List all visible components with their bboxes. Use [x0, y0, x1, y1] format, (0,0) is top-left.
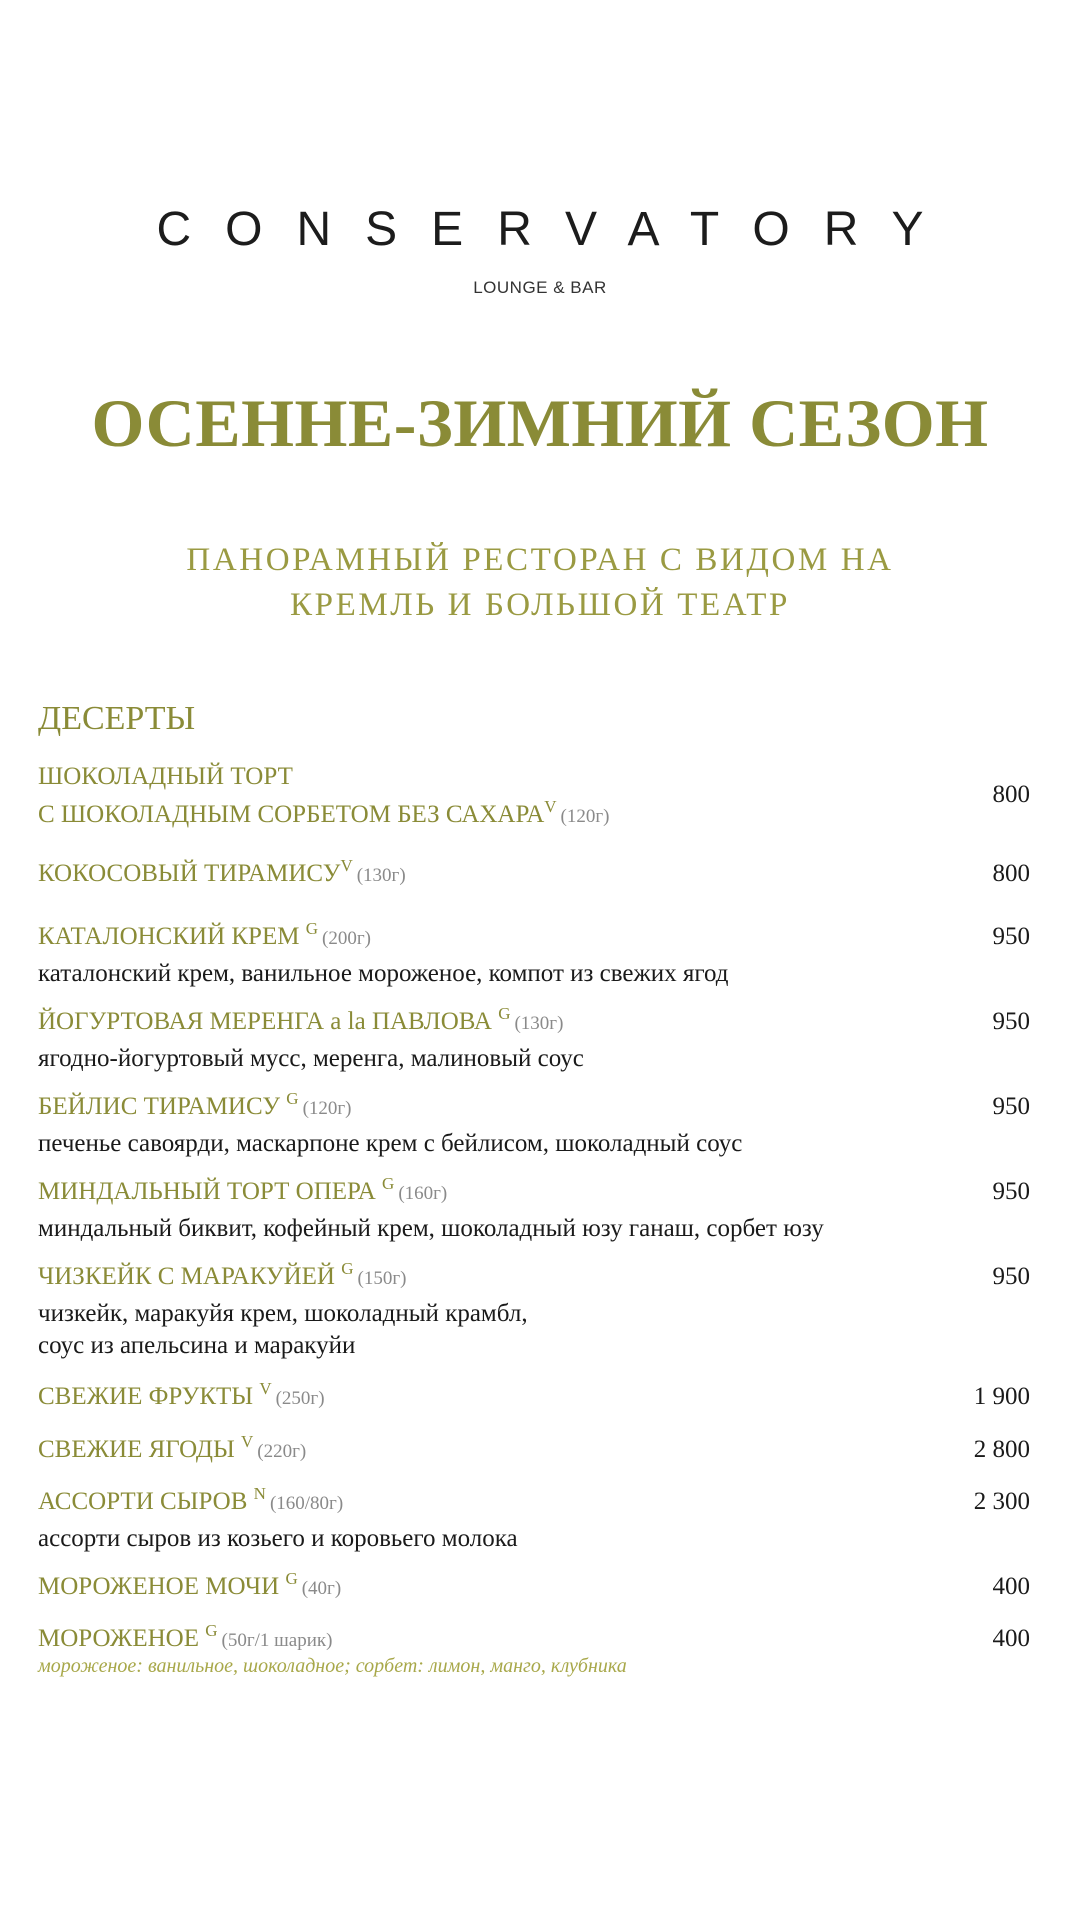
tagline-line2: КРЕМЛЬ И БОЛЬШОЙ ТЕАТР	[290, 587, 790, 623]
item-price: 800	[992, 860, 1030, 887]
item-weight: (120г)	[560, 806, 610, 827]
item-mark: G	[382, 1174, 395, 1193]
brand-logo: CONSERVATORY	[156, 203, 958, 256]
menu-item	[38, 1431, 1030, 1471]
item-price: 950	[992, 1008, 1030, 1035]
menu-item	[38, 1620, 1030, 1660]
ice-cream-flavors-note: мороженое: ванильное, шоколадное; сорбет: лимон, манго, клубника	[38, 1655, 627, 1677]
item-mark: G	[341, 1259, 354, 1278]
item-weight: (130г)	[356, 865, 406, 886]
item-name: АССОРТИ СЫРОВ $^N$ (160/80г)	[38, 1484, 344, 1515]
item-weight: (160г)	[398, 1183, 448, 1204]
item-price: 2 300	[973, 1488, 1030, 1515]
item-weight: (160/80г)	[269, 1493, 344, 1514]
item-name: БЕЙЛИС ТИРАМИСУ $^G$ (120г)	[38, 1089, 352, 1120]
section-title-desserts: ДЕСЕРТЫ	[38, 700, 196, 737]
menu-item	[38, 1568, 1030, 1608]
menu-item	[38, 1173, 1030, 1245]
menu-item	[38, 1378, 1030, 1418]
item-mark: G	[286, 1089, 299, 1108]
item-mark: G	[205, 1621, 218, 1640]
item-price: 950	[992, 1093, 1030, 1120]
item-weight: (150г)	[357, 1268, 407, 1289]
item-description-line2: соус из апельсина и маракуйи	[38, 1332, 356, 1359]
item-mark: V	[259, 1379, 272, 1398]
menu-item	[38, 855, 1030, 895]
menu-item	[38, 758, 1030, 836]
season-title: ОСЕННЕ-ЗИМНИЙ СЕЗОН	[91, 385, 989, 461]
tagline	[0, 538, 1080, 628]
item-mark: V	[544, 797, 557, 816]
item-price: 950	[992, 923, 1030, 950]
item-description: каталонский крем, ванильное мороженое, компот из свежих ягод	[38, 960, 729, 987]
item-price: 800	[992, 781, 1030, 808]
item-name: СВЕЖИЕ ФРУКТЫ $^V$ (250г)	[38, 1379, 325, 1410]
menu-item	[38, 1483, 1030, 1555]
item-price: 1 900	[973, 1383, 1030, 1410]
item-weight: (130г)	[514, 1013, 564, 1034]
item-name: МОРОЖЕНОЕ $^G$ (50г/1 шарик)	[38, 1621, 333, 1652]
item-mark: V	[340, 856, 353, 875]
item-price: 400	[992, 1625, 1030, 1652]
item-name-line1: ШОКОЛАДНЫЙ ТОРТ	[38, 763, 293, 790]
item-description: ягодно-йогуртовый мусс, меренга, малиновый соус	[38, 1045, 584, 1072]
menu-item	[38, 1003, 1030, 1075]
item-weight: (50г/1 шарик)	[221, 1630, 333, 1651]
item-name: МИНДАЛЬНЫЙ ТОРТ ОПЕРА $^G$ (160г)	[38, 1174, 448, 1205]
item-weight: (40г)	[301, 1578, 342, 1599]
item-price: 2 800	[973, 1436, 1030, 1463]
item-weight: (220г)	[257, 1441, 307, 1462]
item-name: ЙОГУРТОВАЯ МЕРЕНГА a la ПАВЛОВА $^G$ (130г)	[38, 1004, 564, 1035]
item-mark: G	[305, 919, 318, 938]
item-description: чизкейк, маракуйя крем, шоколадный крамбл,	[38, 1300, 528, 1327]
item-description: ассорти сыров из козьего и коровьего молока	[38, 1525, 518, 1552]
item-price: 400	[992, 1573, 1030, 1600]
item-name: МОРОЖЕНОЕ МОЧИ $^G$ (40г)	[38, 1569, 342, 1600]
item-description: миндальный биквит, кофейный крем, шоколадный юзу ганаш, сорбет юзу	[38, 1215, 824, 1242]
item-description: печенье савоярди, маскарпоне крем с бейлисом, шоколадный соус	[38, 1130, 743, 1157]
item-name: ЧИЗКЕЙК С МАРАКУЙЕЙ $^G$ (150г)	[38, 1259, 407, 1290]
tagline-line1: ПАНОРАМНЫЙ РЕСТОРАН С ВИДОМ НА	[186, 542, 894, 578]
item-name: КОКОСОВЫЙ $ТИРАМИСУ^V$ (130г)	[38, 856, 406, 887]
menu-item	[38, 1088, 1030, 1160]
item-weight: (200г)	[322, 928, 371, 949]
item-mark: G	[285, 1569, 298, 1588]
item-name: С ШОКОЛАДНЫМ СОРБЕТОМ БЕЗ $САХАРА^V$ (120г)	[38, 797, 610, 828]
menu-item	[38, 918, 1030, 990]
item-mark: V	[241, 1432, 254, 1451]
item-price: 950	[992, 1263, 1030, 1290]
item-price: 950	[992, 1178, 1030, 1205]
item-name: СВЕЖИЕ ЯГОДЫ $^V$ (220г)	[38, 1432, 307, 1463]
brand-subtitle: LOUNGE & BAR	[473, 278, 607, 297]
menu-item	[38, 1258, 1030, 1362]
item-name: КАТАЛОНСКИЙ КРЕМ $^G$ (200г)	[38, 919, 371, 950]
item-mark: N	[253, 1484, 266, 1503]
item-weight: (120г)	[302, 1098, 352, 1119]
item-weight: (250г)	[275, 1388, 325, 1409]
item-mark: G	[498, 1004, 511, 1023]
